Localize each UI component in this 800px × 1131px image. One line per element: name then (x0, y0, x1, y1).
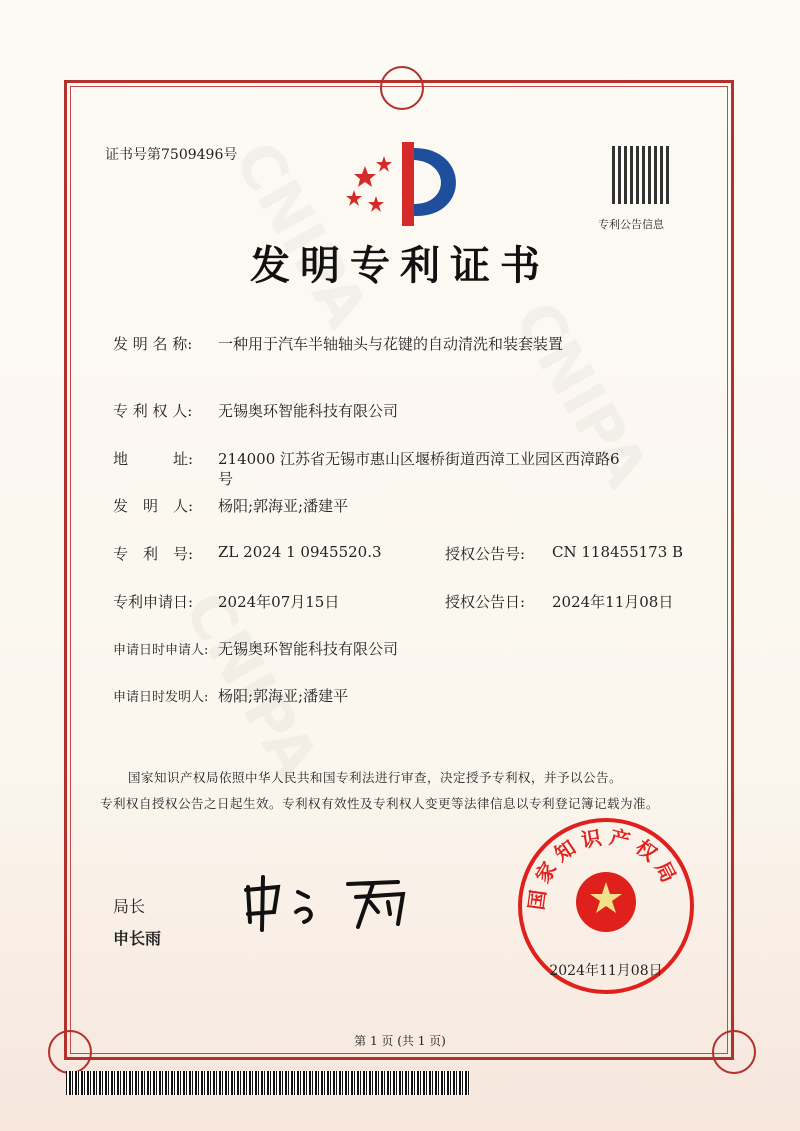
invention-name-value: 一种用于汽车半轴轴头与花键的自动清洗和装套装置 (218, 335, 564, 353)
grant-pub-date-value: 2024年11月08日 (552, 593, 674, 611)
qr-caption: 专利公告信息 (598, 218, 664, 231)
handwritten-signature (238, 872, 418, 932)
patentee-label: 专 利 权 人: (113, 402, 193, 420)
inventors-label: 发 明 人: (113, 497, 194, 515)
address-value: 214000 江苏省无锡市惠山区堰桥街道西漳工业园区西漳路6 (218, 450, 620, 468)
patentee-value: 无锡奥环智能科技有限公司 (218, 402, 399, 420)
barcode (66, 1071, 470, 1095)
inventors-value: 杨阳;郭海亚;潘建平 (218, 497, 349, 515)
page-title: 发明专利证书 (250, 242, 550, 289)
grant-pub-no-value: CN 118455173 B (552, 543, 684, 561)
patent-no-value: ZL 2024 1 0945520.3 (218, 543, 382, 561)
patent-no-label: 专 利 号: (113, 545, 194, 563)
seal-text: 国家知识产权局 (523, 824, 684, 912)
notice-line-1: 国家知识产权局依照中华人民共和国专利法进行审查，决定授予专利权，并予以公告。 (128, 770, 623, 785)
address-label: 地 址: (113, 450, 194, 468)
invention-name-label: 发 明 名 称: (113, 335, 193, 353)
filing-date-value: 2024年07月15日 (218, 593, 340, 611)
official-seal (518, 818, 694, 994)
address-value-cont: 号 (218, 470, 234, 488)
certificate-number: 证书号第7509496号 (105, 147, 238, 163)
qr-code[interactable] (612, 146, 670, 204)
applicant-at-filing-value: 无锡奥环智能科技有限公司 (218, 640, 399, 658)
inventor-at-filing-value: 杨阳;郭海亚;潘建平 (218, 687, 349, 705)
top-ornament (380, 66, 424, 110)
cnipa-logo (340, 138, 470, 230)
signatory-title: 局长 (113, 897, 146, 916)
seal-date: 2024年11月08日 (549, 963, 663, 979)
notice-line-2: 专利权自授权公告之日起生效。专利权有效性及专利权人变更等法律信息以专利登记簿记载为准。 (100, 796, 660, 811)
applicant-at-filing-label: 申请日时申请人: (113, 643, 209, 658)
inventor-at-filing-label: 申请日时发明人: (113, 690, 209, 705)
signatory-name: 申长雨 (113, 929, 162, 948)
page-footer: 第 1 页 (共 1 页) (354, 1034, 446, 1048)
filing-date-label: 专利申请日: (113, 593, 194, 611)
grant-pub-no-label: 授权公告号: (445, 545, 526, 563)
grant-pub-date-label: 授权公告日: (445, 593, 526, 611)
